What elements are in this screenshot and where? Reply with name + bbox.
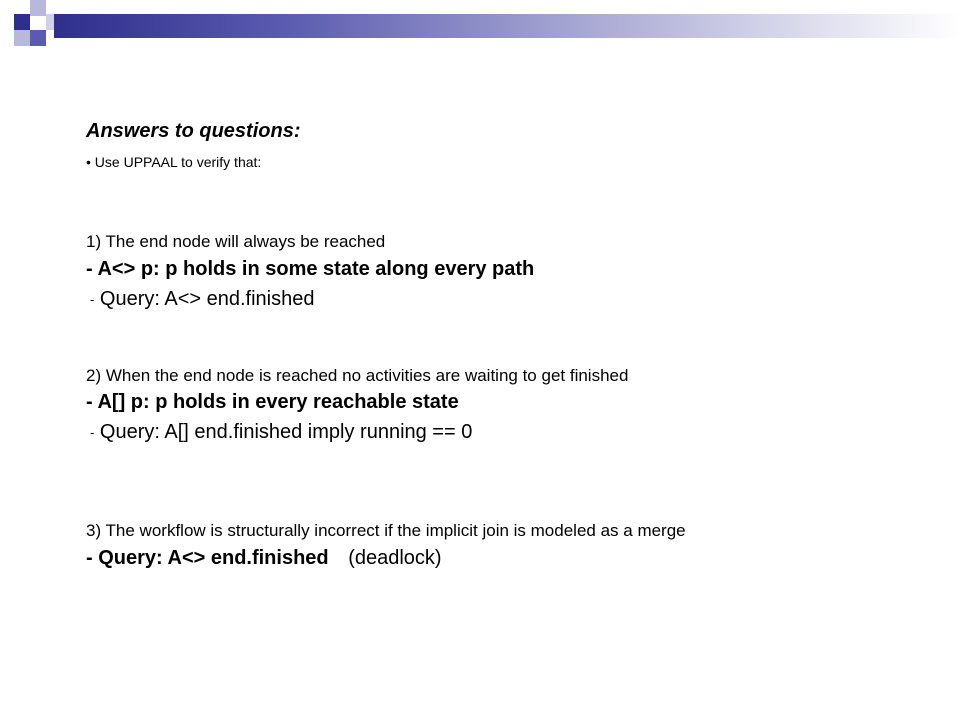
query-1: Query: A<> end.finished — [99, 288, 315, 310]
header-square-light — [30, 0, 46, 16]
answer-2: - A[] p: p holds in every reachable state — [86, 391, 459, 413]
question-3: 3) The workflow is structurally incorrect if the implicit join is modeled as a merge — [86, 521, 686, 540]
query-2: Query: A[] end.finished imply running == 0 — [99, 421, 473, 443]
slide-title: Answers to questions: — [86, 120, 301, 142]
query-3-note: (deadlock) — [348, 547, 442, 569]
query-3-row — [86, 547, 442, 570]
query-2-row — [90, 421, 472, 444]
question-1: 1) The end node will always be reached — [86, 232, 386, 251]
query-3: - Query: A<> end.finished — [86, 547, 329, 569]
query-2-dash: - — [90, 425, 95, 441]
question-2: 2) When the end node is reached no activities are waiting to get finished — [86, 366, 629, 385]
header-square-mid — [30, 30, 46, 46]
header-square-dark — [14, 14, 30, 30]
query-1-row — [90, 288, 315, 311]
query-1-dash: - — [90, 292, 95, 308]
header-square-light — [14, 30, 30, 46]
intro-bullet: • Use UPPAAL to verify that: — [86, 154, 262, 170]
answer-1: - A<> p: p holds in some state along every path — [86, 258, 535, 280]
header-gradient-bar — [54, 14, 960, 38]
header-square-light — [46, 14, 54, 30]
